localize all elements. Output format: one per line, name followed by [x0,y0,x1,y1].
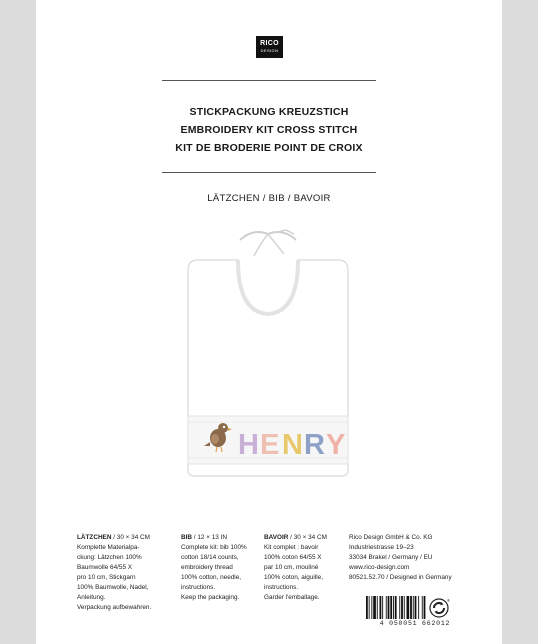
rico-design-logo [256,36,283,58]
barcode-bar [401,596,403,620]
divider-bottom [162,172,376,173]
barcode-bar [418,596,419,620]
company-line: Industriestrasse 19–23 [349,544,414,551]
barcode-bar [373,596,376,620]
barcode-bar [366,596,368,620]
barcode-bar [382,596,383,620]
barcode-bar [377,596,378,620]
barcode-bar [410,596,412,620]
info-dim-en: / 12 × 13 IN [192,534,228,541]
info-line: 100% Baumwolle, Nadel, [77,584,149,591]
info-line: embroidery thread [181,564,233,571]
barcode-bar [404,596,405,620]
info-column-en [181,533,261,603]
info-heading-fr [264,533,344,543]
info-head-en: BIB [181,534,193,541]
logo-text-2: DESIGN [260,48,279,53]
logo-text-1: RICO [260,40,279,47]
info-line: Kit complet : bavoir [264,544,319,551]
info-line: Verpackung aufbewahren. [77,604,152,611]
info-heading-en [181,533,261,543]
info-dim-de: / 30 × 34 CM [111,534,150,541]
embroidery-letter: N [282,429,303,461]
company-line: Rico Design GmbH & Co. KG [349,534,433,541]
info-line: instructions. [264,584,299,591]
info-line: cotton 18/14 counts, [181,554,239,561]
barcode-bar [390,596,392,620]
info-line: Complete kit: bib 100% [181,544,247,551]
bib-image [168,220,368,480]
info-line: par 10 cm, mouliné [264,564,319,571]
info-head-fr: BAVOIR [264,534,289,541]
divider-top [162,80,376,81]
product-subtitle: LÄTZCHEN / BIB / BAVOIR [207,193,331,204]
info-line: ckung: Lätzchen 100% [77,554,142,561]
barcode-bar [422,596,423,620]
company-info [349,533,459,583]
bib-illustration [168,220,368,480]
barcode-number: 4 050051 662012 [364,619,466,628]
info-line: instructions. [181,584,216,591]
info-column-de [77,533,177,613]
green-dot-recycle-icon [428,597,450,619]
company-line: 80521.52.70 / Designed in Germany [349,574,452,581]
info-line: Baumwolle 64/55 X [77,564,133,571]
info-line: 100% cotton, needle, [181,574,242,581]
barcode-bar [413,596,414,620]
barcode-bar [415,596,417,620]
embroidery-letter: R [304,429,325,461]
info-line: Komplette Materialpa- [77,544,140,551]
info-line: pro 10 cm, Stickgarn [77,574,136,581]
barcode-bar [369,596,370,620]
embroidery-letter: Y [326,429,346,461]
barcode-bar [388,596,390,620]
embroidered-name [238,429,345,461]
left-border [0,0,36,644]
title-fr: KIT DE BRODERIE POINT DE CROIX [175,142,363,154]
info-line: Anleitung. [77,594,106,601]
barcode-bar [424,596,426,620]
barcode-bar [393,596,394,620]
info-column-fr [264,533,344,603]
barcode-bar [371,596,372,620]
info-line: Keep the packaging. [181,594,240,601]
barcode-bar [386,596,387,620]
info-heading-de [77,533,177,543]
barcode-bar [395,596,397,620]
barcode-bar [407,596,410,620]
embroidery-letter: E [260,429,280,461]
title-block [80,103,458,157]
title-en: EMBROIDERY KIT CROSS STITCH [180,124,358,136]
info-head-de: LÄTZCHEN [77,534,112,541]
barcode-bar [380,596,382,620]
barcode [364,594,466,636]
info-dim-fr: / 30 × 34 CM [288,534,327,541]
barcode-bar [399,596,400,620]
right-border [502,0,538,644]
info-line: Garder l'emballage. [264,594,320,601]
title-de: STICKPACKUNG KREUZSTICH [189,106,349,118]
info-line: 100% coton 64/55 X [264,554,322,561]
info-line: 100% coton, aiguille, [264,574,323,581]
svg-text:®: ® [447,598,450,603]
embroidery-letter: H [238,429,259,461]
company-line: 33034 Brakel / Germany / EU [349,554,433,561]
company-line: www.rico-design.com [349,564,410,571]
